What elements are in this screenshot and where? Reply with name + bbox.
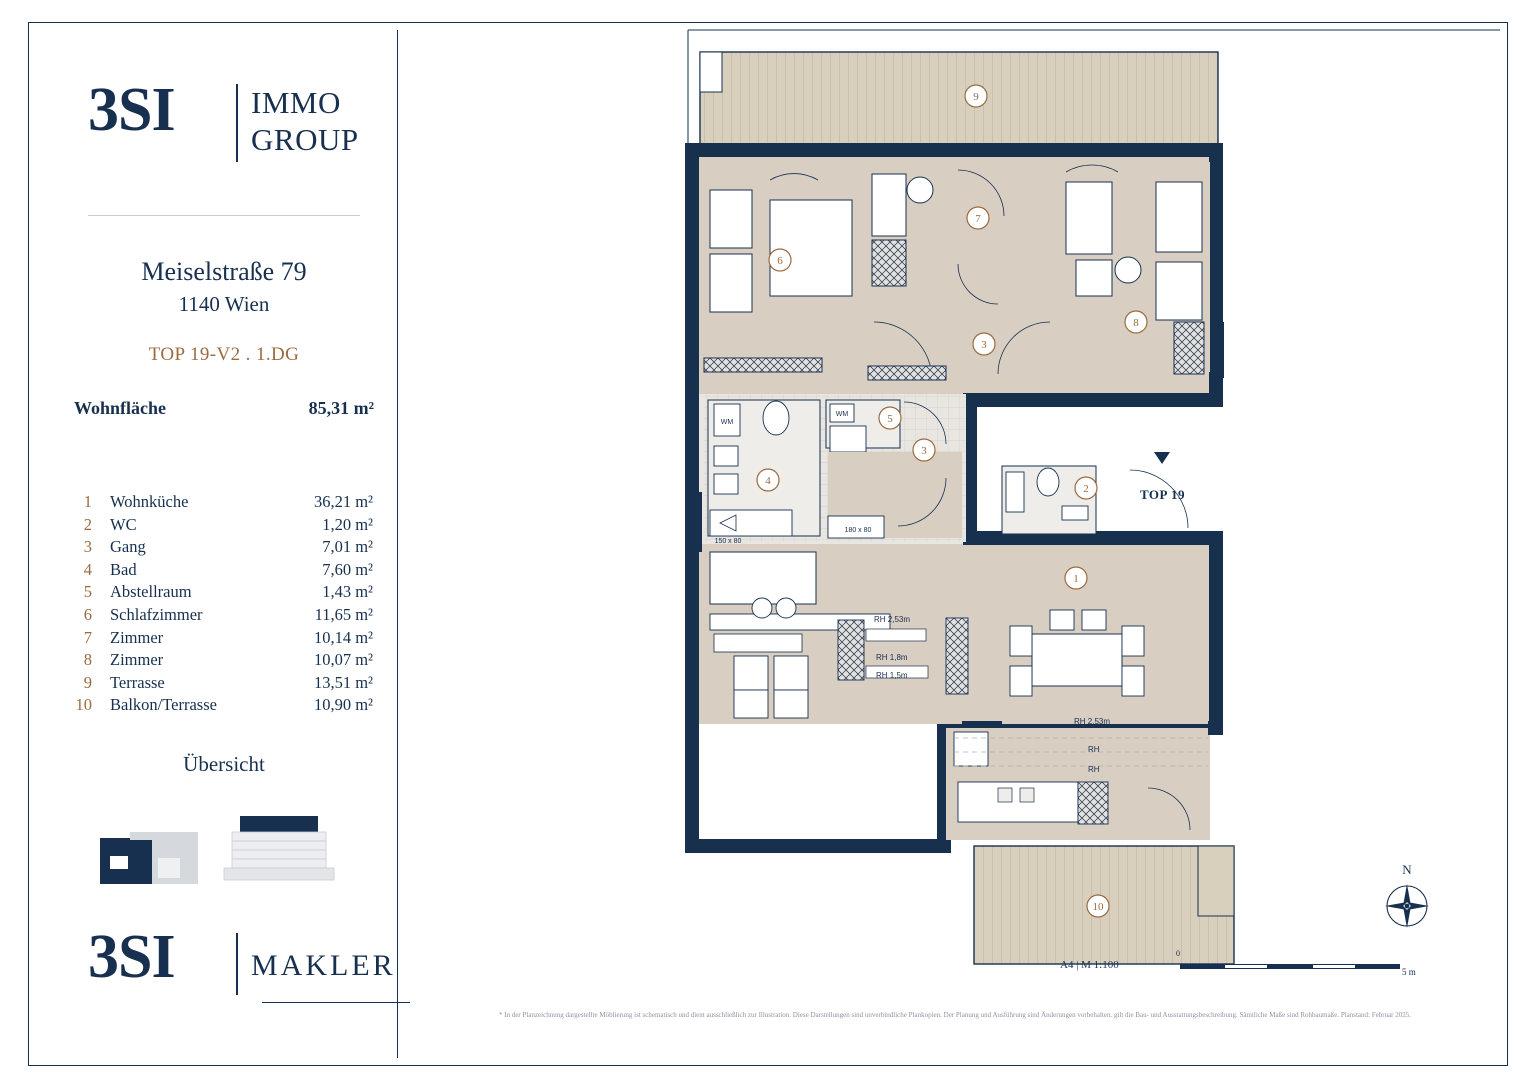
wall-notch-left — [692, 492, 702, 552]
legal-footnote: * In der Planzeichnung dargestellte Möblierung ist schematisch und dient ausschließlich zur Illustration. Diese Darstellungen sind unverbindliche Plankopien. Der Planung und Ausführung sind Änderungen vorbehalten. gilt die Bau- und Ausstattungsbeschreibung. Sämtliche Maße sind Rohbaumaße. Planstand: Februar 2025. — [498, 1011, 1412, 1019]
fixture-label-wm-1: WM — [720, 419, 734, 426]
panel-rule-top — [88, 215, 360, 216]
room-name: Terrasse — [110, 672, 165, 692]
logo-sub-line2: GROUP — [251, 122, 359, 157]
room-number: 10 — [75, 695, 92, 715]
room-area: 13,51 m² — [313, 672, 373, 692]
room-number: 2 — [83, 514, 92, 534]
logo-3si-text: 3SI — [88, 76, 175, 144]
scale-end-label: 5 m — [1402, 967, 1416, 977]
room-number: 6 — [83, 604, 92, 624]
room-list-item — [70, 605, 380, 628]
room-number: 9 — [83, 672, 92, 692]
room-marker-6: 6 — [777, 255, 783, 267]
living-area-value: 85,31 m² — [308, 398, 374, 418]
room-marker-2: 2 — [1083, 483, 1089, 495]
fixture-label-180x80: 180 x 80 — [844, 527, 872, 534]
top-unit-marker: TOP 19 — [1140, 487, 1186, 502]
room-7-zimmer — [868, 162, 1038, 312]
unit-label: TOP 19-V2 . 1.DG — [148, 344, 300, 365]
logo-makler-text: MAKLER — [251, 949, 396, 982]
logo-bottom-3si-text: 3SI — [88, 923, 175, 991]
compass-rose — [1372, 862, 1442, 942]
room-marker-3a: 3 — [981, 339, 987, 351]
room-list — [70, 492, 380, 718]
room-name: Bad — [110, 559, 137, 579]
overview-elevation — [224, 816, 334, 880]
room-area: 7,01 m² — [322, 537, 373, 557]
address-city: 1140 Wien — [178, 292, 270, 316]
room-name: Gang — [110, 537, 146, 557]
room-area: 1,20 m² — [322, 514, 373, 534]
room-3-gang-upper — [868, 318, 1058, 388]
room-list-item — [70, 537, 380, 560]
room-marker-10: 10 — [1092, 901, 1104, 913]
annotation-rh-253-a: RH 2,53m — [874, 615, 911, 624]
room-name: Balkon/Terrasse — [110, 695, 217, 715]
room-name: Wohnküche — [110, 492, 189, 511]
annotation-rh-15: RH 1,5m — [876, 671, 908, 680]
room-area: 10,90 m² — [313, 695, 373, 715]
overview-site-plan — [100, 832, 198, 884]
room-name: Zimmer — [110, 627, 164, 647]
room-area: 10,14 m² — [313, 627, 373, 647]
room-list-item — [70, 515, 380, 538]
room-area: 11,65 m² — [314, 604, 373, 624]
room-list-item — [70, 492, 380, 515]
building-overview-diagram — [100, 810, 350, 900]
entry-marker — [1154, 452, 1170, 464]
room-area: 10,07 m² — [313, 650, 373, 670]
room-marker-5: 5 — [887, 413, 893, 425]
overview-heading: Übersicht — [183, 752, 265, 776]
room-list-item — [70, 582, 380, 605]
room-list-item — [70, 695, 380, 718]
room-number: 5 — [83, 582, 92, 602]
logo-makler — [88, 925, 408, 1005]
terrace-9 — [700, 52, 1218, 152]
floorplan-drawing — [398, 22, 1508, 1066]
room-marker-9: 9 — [973, 91, 979, 103]
address-street: Meiselstraße 79 — [141, 257, 307, 286]
wall-notch-right — [1210, 322, 1224, 378]
room-number: 4 — [83, 559, 92, 579]
annotation-rh-253-b: RH 2,53m — [1074, 717, 1111, 726]
scale-label: A4 | M 1:100 — [1060, 959, 1119, 971]
room-name: Schlafzimmer — [110, 604, 203, 624]
room-marker-1: 1 — [1073, 573, 1079, 585]
room-area: 7,60 m² — [322, 559, 373, 579]
compass-north-label: N — [1402, 862, 1412, 877]
room-name: Abstellraum — [110, 582, 192, 602]
fixture-label-150x80: 150 x 80 — [714, 538, 742, 545]
room-area: 36,21 m² — [313, 492, 373, 511]
room-list-item — [70, 628, 380, 651]
address-block — [88, 255, 360, 319]
room-6-schlafzimmer — [704, 162, 856, 374]
scale-zero-label: 0 — [1176, 949, 1180, 958]
wet-area — [704, 394, 966, 545]
room-name: Zimmer — [110, 650, 164, 670]
room-area: 1,43 m² — [322, 582, 373, 602]
annotation-rh-1: RH — [1088, 745, 1100, 754]
room-list-item — [70, 560, 380, 583]
living-area-label: Wohnfläche — [74, 398, 167, 418]
room-marker-7: 7 — [975, 213, 981, 225]
logo-bottom-divider — [236, 933, 238, 995]
living-area-row — [74, 398, 374, 419]
room-marker-3b: 3 — [921, 445, 927, 457]
scale-bar-graphic — [1180, 964, 1400, 969]
room-1-wohnkueche — [704, 546, 968, 724]
logo-immo-group-text — [251, 84, 359, 158]
room-marker-4: 4 — [765, 475, 771, 487]
annotation-rh-18: RH 1,8m — [876, 653, 908, 662]
scale-bar — [1060, 949, 1440, 981]
compass-icon — [1379, 878, 1435, 934]
room-list-item — [70, 650, 380, 673]
room-name: WC — [110, 514, 137, 534]
living-dining — [1002, 546, 1208, 724]
terrace-10 — [974, 846, 1234, 964]
logo-immo-group — [88, 78, 388, 178]
room-number: 7 — [83, 627, 92, 647]
panel-rule-bottom — [262, 1002, 410, 1003]
logo-sub-line1: IMMO — [251, 85, 341, 120]
room-number: 1 — [83, 492, 92, 511]
logo-divider — [236, 84, 238, 162]
room-marker-8: 8 — [1133, 317, 1139, 329]
fixture-label-wm-2: WM — [835, 411, 849, 418]
room-list-item — [70, 673, 380, 696]
room-number: 3 — [83, 537, 92, 557]
room-8-zimmer — [1058, 162, 1210, 374]
room-number: 8 — [83, 650, 92, 670]
lower-wing — [946, 717, 1208, 840]
annotation-rh-2: RH — [1088, 765, 1100, 774]
